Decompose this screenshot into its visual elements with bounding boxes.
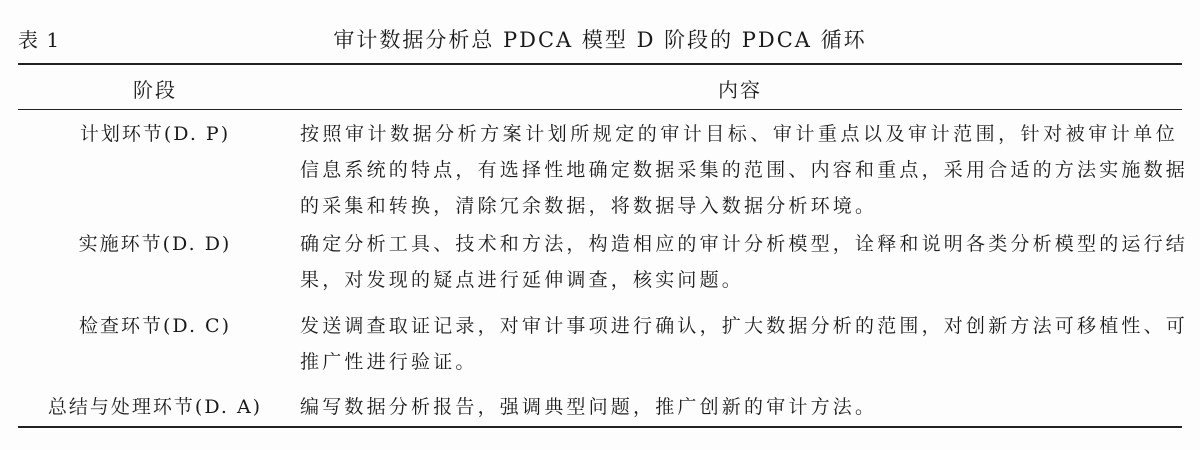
content-line: 按照审计数据分析方案计划所规定的审计目标、审计重点以及审计范围，针对被审计单位 xyxy=(300,123,1178,145)
content-line: 的采集和转换，清除冗余数据，将数据导入数据分析环境。 xyxy=(300,195,878,217)
content-line: 确定分析工具、技术和方法，构造相应的审计分析模型，诠释和说明各类分析模型的运行结 xyxy=(300,233,1189,255)
table-title: 审计数据分析总 PDCA 模型 D 阶段的 PDCA 循环 xyxy=(333,28,867,52)
table-label: 表 1 xyxy=(18,28,61,52)
stage-cell: 检查环节(D. C) xyxy=(79,315,231,337)
stage-cell: 计划环节(D. P) xyxy=(79,123,231,145)
content-line: 果，对发现的疑点进行延伸调查，核实问题。 xyxy=(300,269,745,291)
content-line: 发送调查取证记录，对审计事项进行确认，扩大数据分析的范围，对创新方法可移植性、可 xyxy=(300,315,1189,337)
content-cell xyxy=(300,308,1189,380)
content-line: 编写数据分析报告，强调典型问题，推广创新的审计方法。 xyxy=(300,396,878,418)
stage-cell: 总结与处理环节(D. A) xyxy=(47,396,263,418)
header-rule xyxy=(18,109,1182,110)
header-content: 内容 xyxy=(718,78,762,102)
top-rule xyxy=(18,63,1182,65)
stage-cell: 实施环节(D. D) xyxy=(78,233,232,255)
content-cell xyxy=(300,116,1189,224)
content-line: 信息系统的特点，有选择性地确定数据采集的范围、内容和重点，采用合适的方法实施数据 xyxy=(300,159,1189,181)
content-cell xyxy=(300,226,1189,298)
bottom-rule xyxy=(18,426,1182,428)
content-cell xyxy=(300,389,1178,425)
content-line: 推广性进行验证。 xyxy=(300,351,478,373)
header-stage: 阶段 xyxy=(133,78,177,102)
